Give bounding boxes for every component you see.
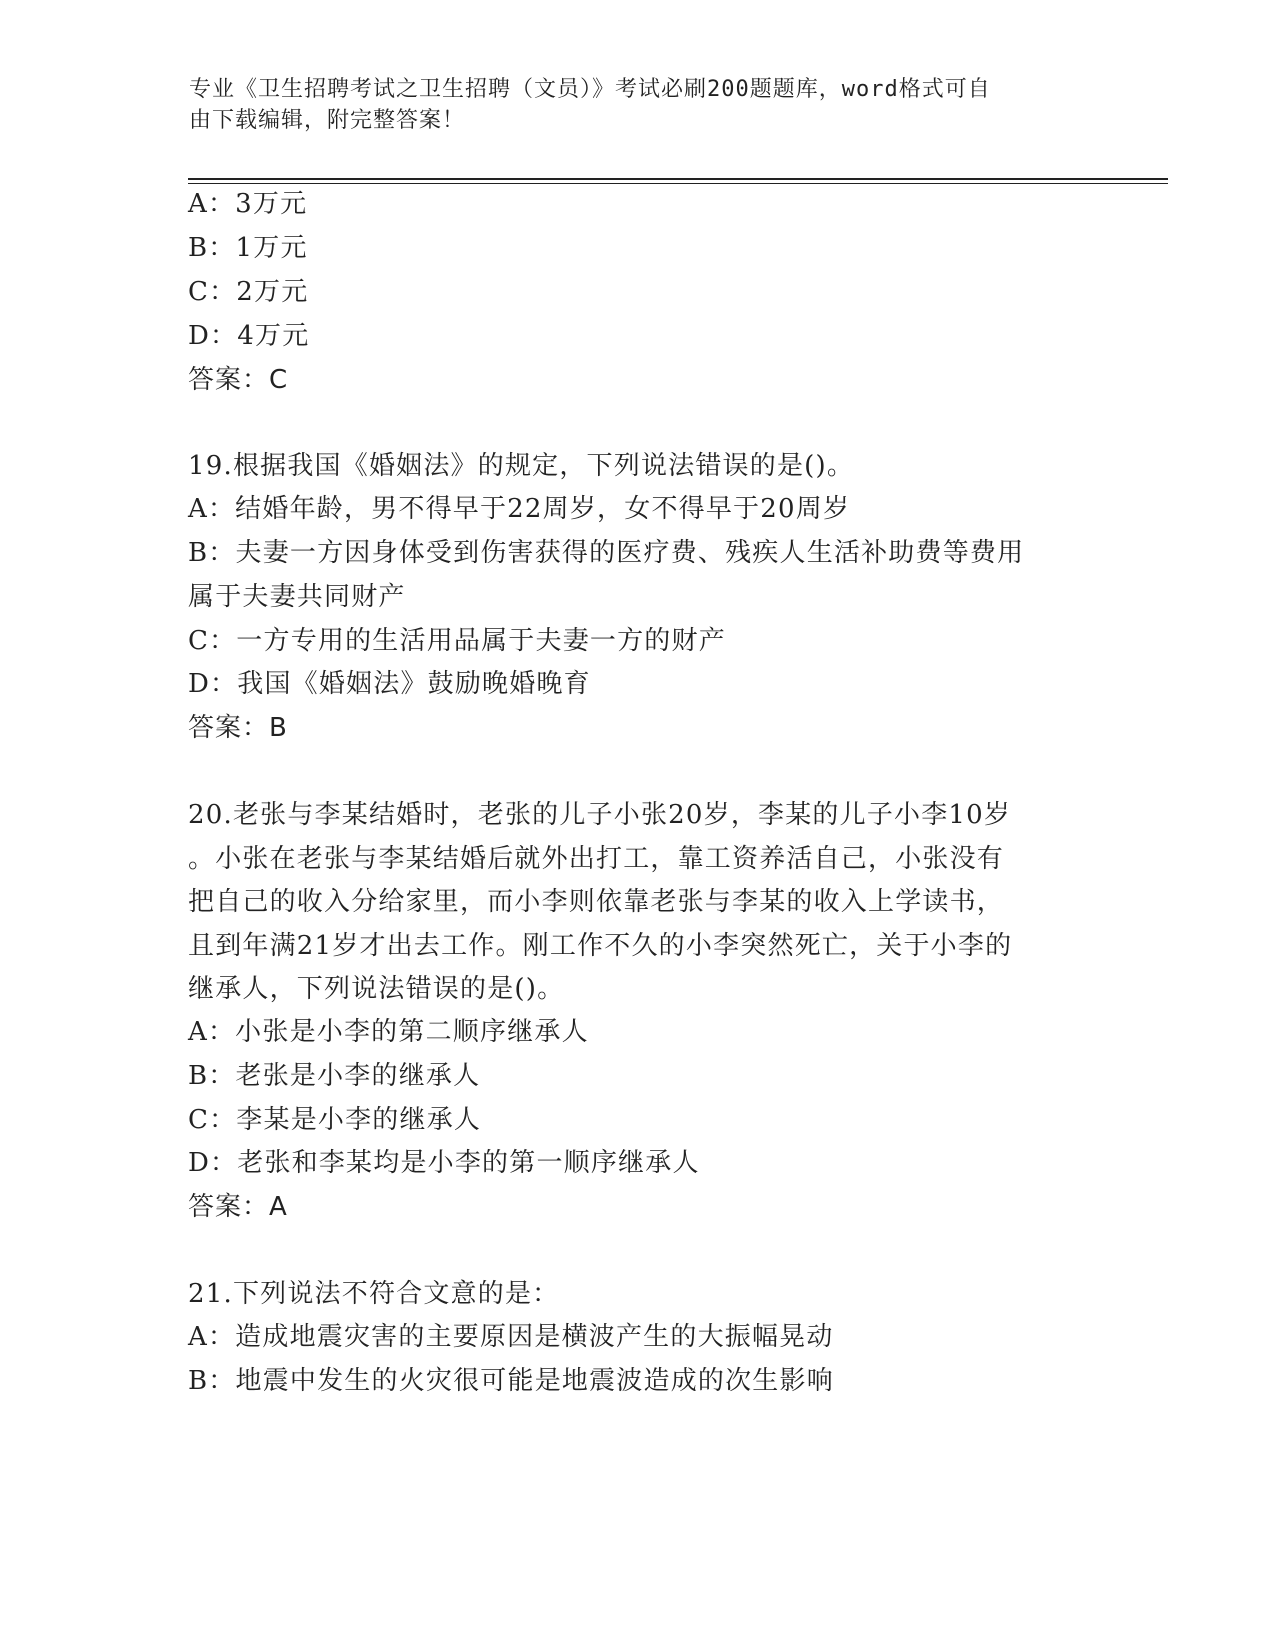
q19-option-b: B：夫妻一方因身体受到伤害获得的医疗费、残疾人生活补助费等费用 [188,538,1025,568]
q18-option-b: B：1万元 [188,233,308,263]
q18-option-d: D：4万元 [188,321,310,351]
q19-stem: 19.根据我国《婚姻法》的规定，下列说法错误的是()。 [188,451,855,481]
q18-option-a: A：3万元 [188,189,308,219]
q20-option-a: A：小张是小李的第二顺序继承人 [188,1017,589,1047]
document-header [189,74,1089,136]
q19-option-a: A：结婚年龄，男不得早于22周岁，女不得早于20周岁 [188,494,851,524]
q19-answer: 答案：B [188,713,288,743]
q19-option-c: C：一方专用的生活用品属于夫妻一方的财产 [188,626,726,656]
header-line-2: 由下载编辑，附完整答案！ [189,108,466,133]
q21-stem: 21.下列说法不符合文意的是： [188,1279,560,1309]
q20-stem-line-1: 20.老张与李某结婚时，老张的儿子小张20岁，李某的儿子小李10岁 [188,800,1012,830]
q20-option-c: C：李某是小李的继承人 [188,1105,482,1135]
q21-option-a: A：造成地震灾害的主要原因是横波产生的大振幅晃动 [188,1322,834,1352]
q18-option-c: C：2万元 [188,277,309,307]
q20-stem-line-4: 且到年满21岁才出去工作。刚工作不久的小李突然死亡，关于小李的 [188,931,1013,961]
q21-option-b: B：地震中发生的火灾很可能是地震波造成的次生影响 [188,1366,834,1396]
q18-answer: 答案：C [188,365,289,395]
q20-stem-line-5: 继承人，下列说法错误的是()。 [188,974,565,1004]
q19-option-d: D：我国《婚姻法》鼓励晚婚晚育 [188,669,591,699]
header-divider-thick [188,178,1168,180]
q19-option-b-continued: 属于夫妻共同财产 [188,582,406,612]
header-line-1: 专业《卫生招聘考试之卫生招聘（文员）》考试必刷200题题库，word格式可自 [189,77,991,102]
header-divider-thin [188,183,1168,184]
q20-stem-line-3: 把自己的收入分给家里，而小李则依靠老张与李某的收入上学读书， [188,887,1005,917]
q20-answer: 答案：A [188,1192,288,1222]
q20-stem-line-2: 。小张在老张与李某结婚后就外出打工，靠工资养活自己，小张没有 [188,844,1005,874]
q20-option-d: D：老张和李某均是小李的第一顺序继承人 [188,1148,700,1178]
q20-option-b: B：老张是小李的继承人 [188,1061,481,1091]
